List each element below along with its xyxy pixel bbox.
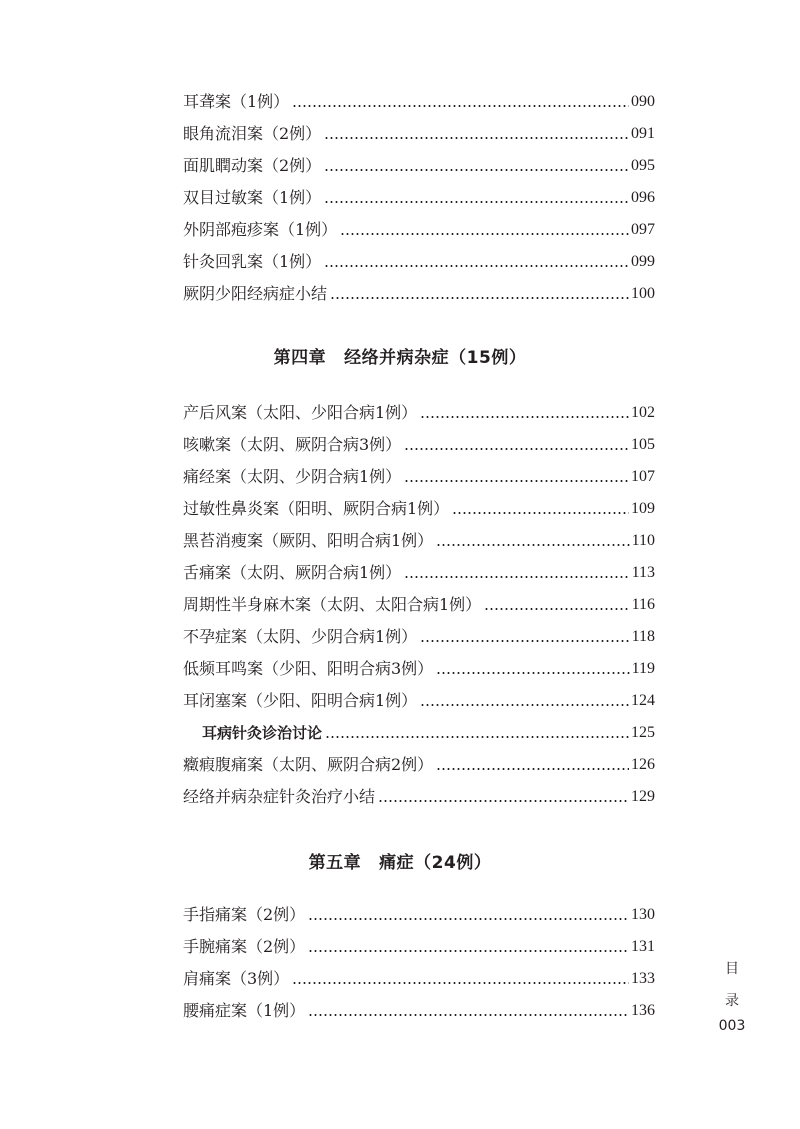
- toc-entry[interactable]: [183, 782, 655, 812]
- toc-entry-page: 095: [631, 157, 655, 174]
- toc-entry-title: 厥阴少阳经病症小结: [183, 284, 328, 303]
- toc-entry-title: 耳病针灸诊治讨论: [202, 724, 323, 742]
- dot-leader: [324, 137, 629, 139]
- toc-entry-title: 手腕痛案（2例）: [183, 937, 306, 956]
- dot-leader: [436, 768, 629, 770]
- toc-entry-page: 136: [631, 1002, 655, 1019]
- dot-leader: [292, 982, 629, 984]
- toc-entry[interactable]: [183, 462, 655, 492]
- toc-entry-title: 黑苔消瘦案（厥阴、阳明合病1例）: [183, 531, 434, 550]
- chapter-title: 痛症（24例）: [379, 853, 492, 873]
- toc-entry-page: 125: [631, 724, 655, 741]
- toc-entry[interactable]: [183, 215, 655, 245]
- toc-entry-page: 118: [631, 628, 655, 645]
- dot-leader: [420, 640, 629, 642]
- toc-entry-page: 100: [631, 285, 655, 302]
- toc-entry[interactable]: [183, 900, 655, 930]
- toc-entry[interactable]: [183, 932, 655, 962]
- toc-entry[interactable]: [183, 494, 655, 524]
- dot-leader: [436, 544, 629, 546]
- toc-entry-title: 咳嗽案（太阴、厥阴合病3例）: [183, 435, 402, 454]
- toc-entry-page: 126: [631, 756, 655, 773]
- chapter-number: 第四章: [273, 348, 327, 368]
- page-number: 003: [718, 1018, 746, 1034]
- toc-entry-title: 面肌瞤动案（2例）: [183, 156, 322, 175]
- toc-entry-title: 低频耳鸣案（少阳、阳明合病3例）: [183, 659, 434, 678]
- toc-entry-title: 癥瘕腹痛案（太阴、厥阴合病2例）: [183, 755, 434, 774]
- toc-entry-page: 102: [631, 404, 655, 421]
- toc-entry-title: 耳闭塞案（少阳、阳明合病1例）: [183, 691, 418, 710]
- toc-entry-title: 外阴部疱疹案（1例）: [183, 220, 338, 239]
- toc-entry-title: 过敏性鼻炎案（阳明、厥阴合病1例）: [183, 499, 450, 518]
- toc-entry-page: 116: [631, 596, 655, 613]
- toc-entry-page: 130: [631, 906, 655, 923]
- toc-entry-title: 舌痛案（太阴、厥阴合病1例）: [183, 563, 402, 582]
- toc-entry-page: 090: [631, 93, 655, 110]
- toc-entry-title: 手指痛案（2例）: [183, 905, 306, 924]
- chapter-heading[interactable]: [0, 343, 800, 368]
- toc-entry[interactable]: [183, 996, 655, 1026]
- dot-leader: [452, 512, 629, 514]
- toc-entry[interactable]: [183, 686, 655, 716]
- toc-entry[interactable]: [183, 622, 655, 652]
- toc-entry[interactable]: [183, 964, 655, 994]
- toc-entry-page: 113: [631, 564, 655, 581]
- toc-entry-title: 眼角流泪案（2例）: [183, 124, 322, 143]
- dot-leader: [404, 448, 629, 450]
- toc-entry-page: 110: [631, 532, 655, 549]
- chapter-number: 第五章: [308, 853, 362, 873]
- toc-entry[interactable]: [183, 398, 655, 428]
- toc-entry-title: 腰痛症案（1例）: [183, 1001, 306, 1020]
- toc-entry-page: 105: [631, 436, 655, 453]
- dot-leader: [378, 800, 629, 802]
- toc-entry-title: 产后风案（太阳、少阳合病1例）: [183, 403, 418, 422]
- toc-entry[interactable]: [183, 119, 655, 149]
- toc-entry-page: 091: [631, 125, 655, 142]
- dot-leader: [324, 169, 629, 171]
- toc-subentry[interactable]: [202, 718, 655, 748]
- dot-leader: [420, 704, 629, 706]
- toc-entry[interactable]: [183, 526, 655, 556]
- toc-entry-title: 耳聋案（1例）: [183, 92, 290, 111]
- dot-leader: [308, 918, 629, 920]
- toc-entry-page: 131: [631, 938, 655, 955]
- dot-leader: [308, 1014, 629, 1016]
- dot-leader: [324, 201, 629, 203]
- toc-entry-page: 109: [631, 500, 655, 517]
- side-label-line2: 录: [725, 993, 739, 1009]
- toc-entry[interactable]: [183, 590, 655, 620]
- toc-entry-page: 097: [631, 221, 655, 238]
- toc-entry-title: 周期性半身麻木案（太阴、太阳合病1例）: [183, 595, 482, 614]
- toc-entry-title: 双目过敏案（1例）: [183, 188, 322, 207]
- toc-entry[interactable]: [183, 558, 655, 588]
- toc-entry-page: 129: [631, 788, 655, 805]
- toc-entry[interactable]: [183, 87, 655, 117]
- dot-leader: [484, 608, 629, 610]
- toc-entry[interactable]: [183, 750, 655, 780]
- toc-entry-title: 不孕症案（太阴、少阴合病1例）: [183, 627, 418, 646]
- toc-entry-page: 133: [631, 970, 655, 987]
- dot-leader: [340, 233, 629, 235]
- toc-entry-page: 107: [631, 468, 655, 485]
- toc-entry-page: 099: [631, 253, 655, 270]
- chapter-title: 经络并病杂症（15例）: [344, 348, 527, 368]
- toc-entry-title: 经络并病杂症针灸治疗小结: [183, 787, 376, 806]
- side-label-line1: 目: [725, 961, 739, 977]
- dot-leader: [292, 105, 629, 107]
- dot-leader: [330, 297, 629, 299]
- toc-entry[interactable]: [183, 183, 655, 213]
- dot-leader: [404, 480, 629, 482]
- toc-entry-page: 096: [631, 189, 655, 206]
- dot-leader: [420, 416, 629, 418]
- toc-entry-title: 痛经案（太阴、少阴合病1例）: [183, 467, 402, 486]
- toc-entry[interactable]: [183, 279, 655, 309]
- toc-entry-page: 124: [631, 692, 655, 709]
- chapter-heading[interactable]: [0, 848, 800, 873]
- toc-entry[interactable]: [183, 247, 655, 277]
- dot-leader: [324, 265, 629, 267]
- dot-leader: [436, 672, 629, 674]
- toc-entry[interactable]: [183, 654, 655, 684]
- dot-leader: [404, 576, 629, 578]
- toc-entry[interactable]: [183, 430, 655, 460]
- toc-entry[interactable]: [183, 151, 655, 181]
- toc-entry-title: 肩痛案（3例）: [183, 969, 290, 988]
- toc-entry-page: 119: [631, 660, 655, 677]
- toc-entry-title: 针灸回乳案（1例）: [183, 252, 322, 271]
- dot-leader: [308, 950, 629, 952]
- dot-leader: [325, 736, 629, 738]
